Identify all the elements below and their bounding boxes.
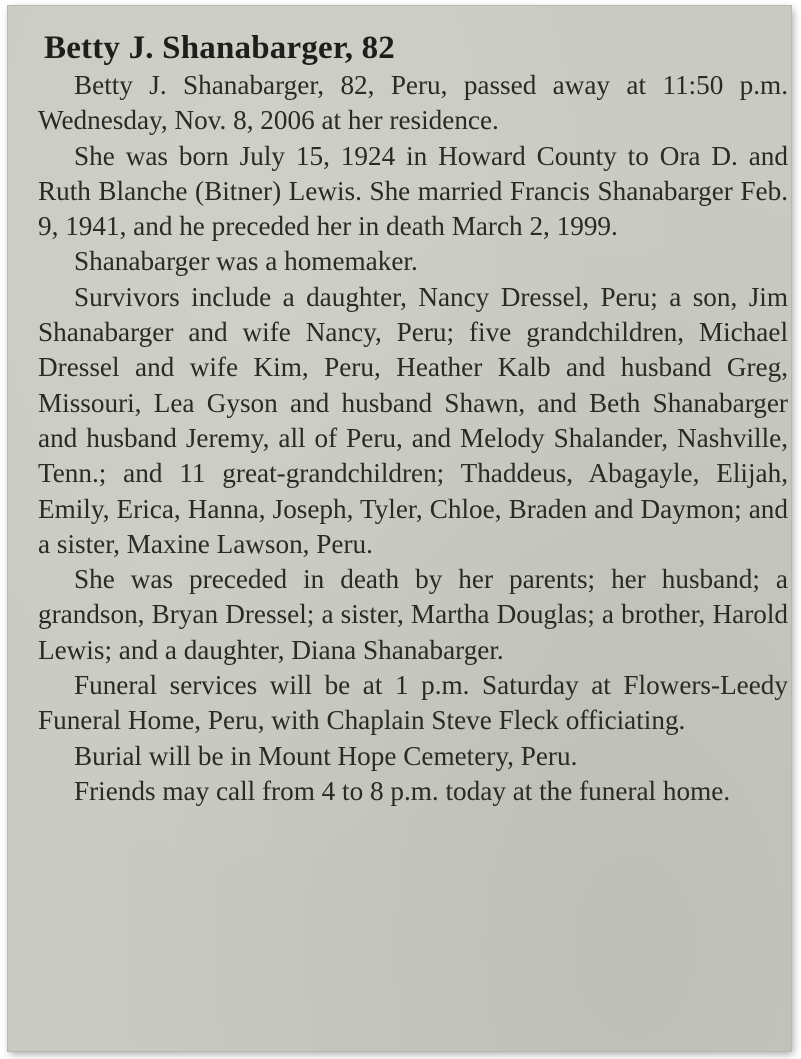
newspaper-clipping-frame bbox=[8, 6, 791, 1051]
paragraph-preceded-in-death: She was preceded in death by her parents; her husband; a grandson, Bryan Dressel; a sister, Martha Douglas; a brother, Harold Lewis; and a daughter, Diana Shanabarger. bbox=[38, 564, 788, 665]
paragraph-survivors: Survivors include a daughter, Nancy Dressel, Peru; a son, Jim Shanabarger and wife Nancy, Peru; five grandchildren, Michael Dressel and wife Kim, Peru, Heather Kalb and husband Greg, Missouri, Lea Gyson and husband Shawn, and Beth Shanabarger and husband Jeremy, all of Peru, and Melody Shalander, Nashville, Tenn.; and 11 great-grandchildren; Thaddeus, Abagayle, Elijah, Emily, Erica, Hanna, Joseph, Tyler, Chloe, Braden and Daymon; and a sister, Maxine Lawson, Peru. bbox=[38, 281, 788, 559]
paragraph-death-notice: Betty J. Shanabarger, 82, Peru, passed away at 11:50 p.m. Wednesday, Nov. 8, 2006 at her residence. bbox=[38, 70, 788, 136]
paragraph-funeral-services: Funeral services will be at 1 p.m. Saturday at Flowers-Leedy Funeral Home, Peru, with Chaplain Steve Fleck officiating. bbox=[38, 670, 788, 736]
obituary-article bbox=[38, 28, 788, 809]
paragraph-occupation: Shanabarger was a homemaker. bbox=[74, 246, 418, 277]
paragraph-birth-marriage: She was born July 15, 1924 in Howard County to Ora D. and Ruth Blanche (Bitner) Lewis. She married Francis Shanabarger Feb. 9, 1941, and he preceded her in death March 2, 1999. bbox=[38, 140, 788, 242]
paragraph-visitation: Friends may call from 4 to 8 p.m. today at the funeral home. bbox=[74, 775, 731, 806]
paragraph-burial: Burial will be in Mount Hope Cemetery, Peru. bbox=[74, 740, 578, 771]
obituary-headline: Betty J. Shanabarger, 82 bbox=[44, 30, 396, 66]
